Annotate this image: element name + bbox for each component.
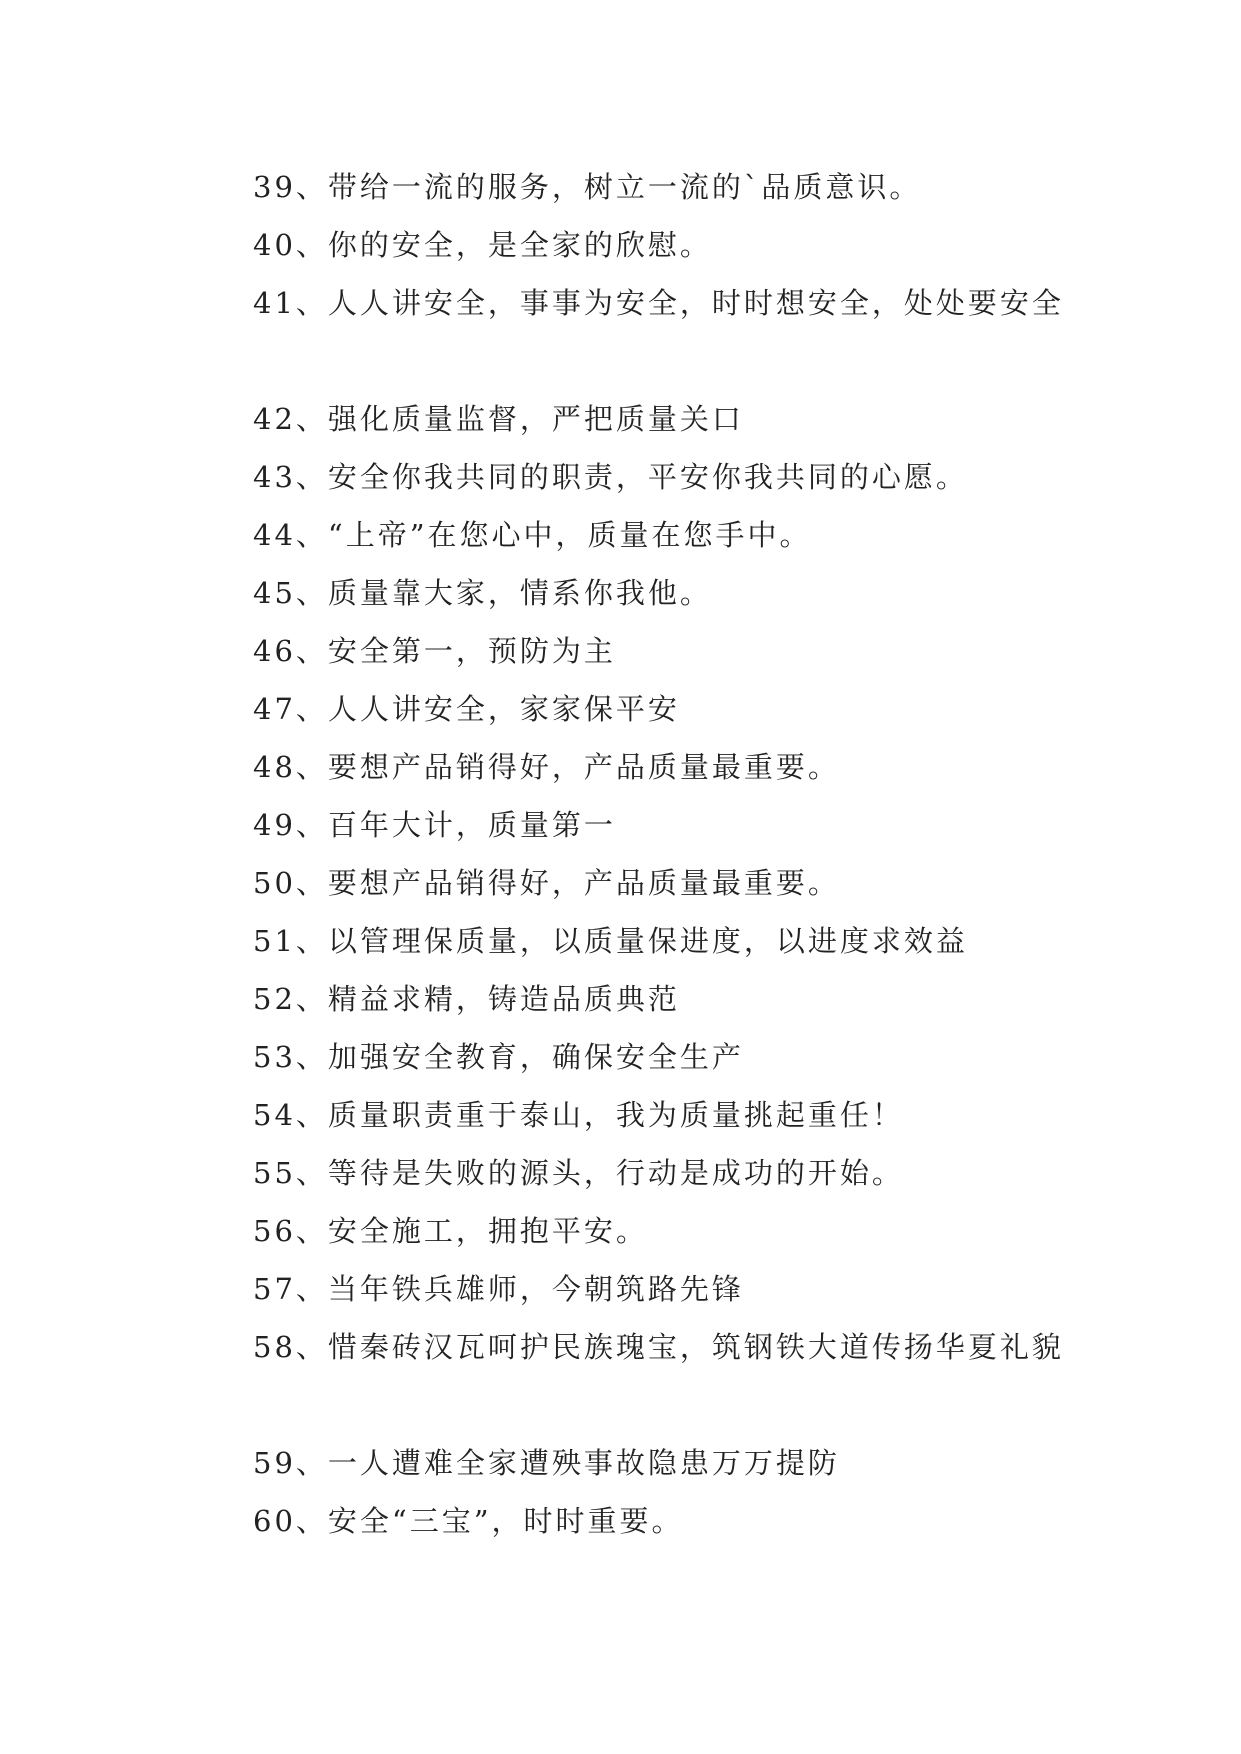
list-item: 51、以管理保质量，以质量保进度，以进度求效益 [253, 924, 968, 958]
list-item: 41、人人讲安全，事事为安全，时时想安全，处处要安全 [253, 286, 1064, 320]
list-item: 40、你的安全，是全家的欣慰。 [253, 228, 712, 262]
list-item: 46、安全第一，预防为主 [253, 634, 616, 668]
list-item: 45、质量靠大家，情系你我他。 [253, 576, 712, 610]
list-item: 60、安全“三宝”，时时重要。 [253, 1504, 684, 1538]
list-item: 57、当年铁兵雄师，今朝筑路先锋 [253, 1272, 744, 1306]
list-item: 56、安全施工，拥抱平安。 [253, 1214, 648, 1248]
slogan-list [187, 158, 1067, 1550]
list-item: 54、质量职责重于泰山，我为质量挑起重任！ [253, 1098, 904, 1132]
list-item: 48、要想产品销得好，产品质量最重要。 [253, 750, 840, 784]
list-item: 47、人人讲安全，家家保平安 [253, 692, 680, 726]
list-item: 52、精益求精，铸造品质典范 [253, 982, 680, 1016]
list-item: 50、要想产品销得好，产品质量最重要。 [253, 866, 840, 900]
list-item: 55、等待是失败的源头，行动是成功的开始。 [253, 1156, 904, 1190]
list-item: 58、惜秦砖汉瓦呵护民族瑰宝，筑钢铁大道传扬华夏礼貌 [253, 1330, 1064, 1364]
list-item: 42、强化质量监督，严把质量关口 [253, 402, 744, 436]
list-item: 43、安全你我共同的职责，平安你我共同的心愿。 [253, 460, 968, 494]
list-item: 44、“上帝”在您心中，质量在您手中。 [253, 518, 812, 552]
list-item: 39、带给一流的服务，树立一流的`品质意识。 [253, 170, 922, 204]
list-item: 53、加强安全教育，确保安全生产 [253, 1040, 744, 1074]
list-item: 59、一人遭难全家遭殃事故隐患万万提防 [253, 1446, 840, 1480]
list-item: 49、百年大计，质量第一 [253, 808, 616, 842]
